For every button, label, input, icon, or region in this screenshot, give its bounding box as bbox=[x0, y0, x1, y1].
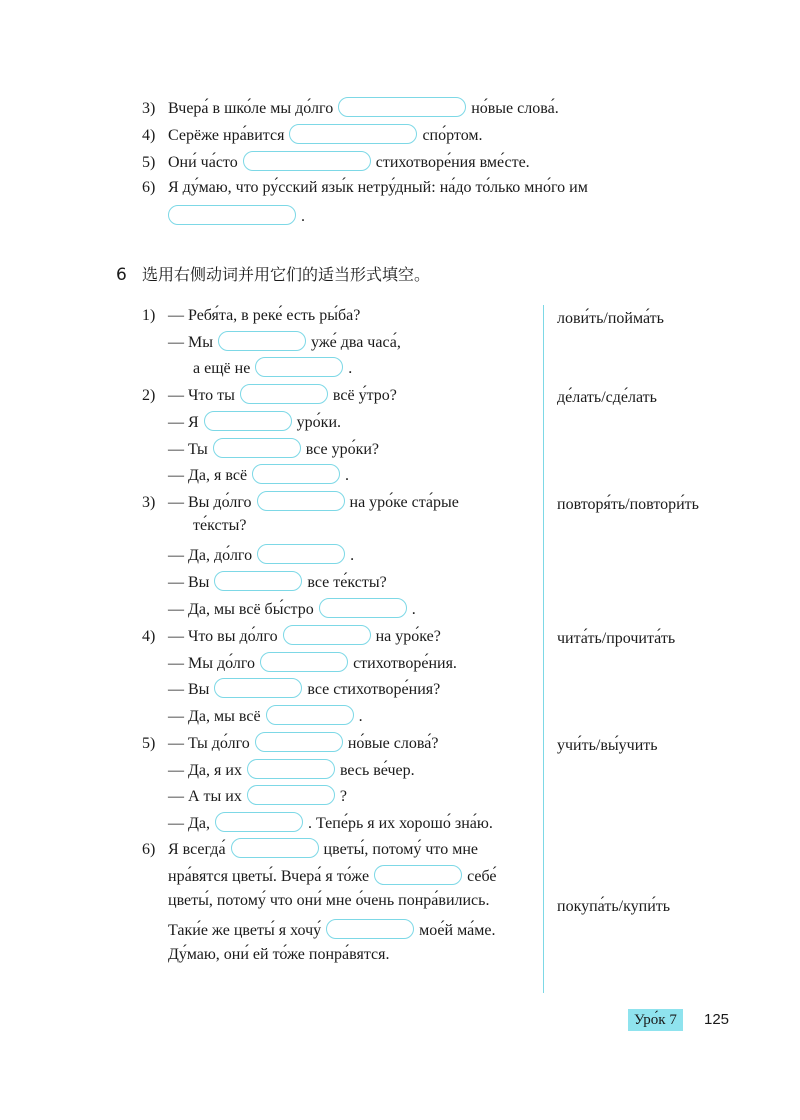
sentence-line: Вчера́ в шко́ле мы до́лго но́вые слова́. bbox=[168, 99, 559, 119]
dialogue-line: — Да, я всё . bbox=[168, 466, 349, 486]
item-number: 5) bbox=[142, 735, 156, 752]
answer-blank[interactable] bbox=[255, 732, 343, 752]
dialogue-line: — Мы до́лго стихотворе́ния. bbox=[168, 654, 457, 674]
verb-pair: учи́ть/вы́учить bbox=[557, 737, 658, 754]
answer-blank[interactable] bbox=[257, 544, 345, 564]
dialogue-line: — Мы уже́ два часа́, bbox=[168, 333, 401, 353]
sentence-line: Я ду́маю, что ру́сский язы́к нетру́дный: на́до то́лько мно́го им bbox=[168, 179, 588, 196]
dialogue-line: — А ты их ? bbox=[168, 787, 347, 807]
answer-blank[interactable] bbox=[260, 652, 348, 672]
answer-blank[interactable] bbox=[204, 411, 292, 431]
answer-blank[interactable] bbox=[168, 205, 296, 225]
dialogue-line: те́ксты? bbox=[193, 517, 247, 534]
answer-blank[interactable] bbox=[252, 464, 340, 484]
dialogue-line: — Да, мы всё . bbox=[168, 707, 363, 727]
item-number: 5) bbox=[142, 154, 156, 171]
column-divider bbox=[543, 305, 544, 993]
answer-blank[interactable] bbox=[338, 97, 466, 117]
dialogue-line: — Я уро́ки. bbox=[168, 413, 341, 433]
item-number: 4) bbox=[142, 628, 156, 645]
dialogue-line: — Ребя́та, в реке́ есть ры́ба? bbox=[168, 307, 361, 324]
lesson-label: Уро́к 7 bbox=[628, 1009, 683, 1031]
item-number: 1) bbox=[142, 307, 156, 324]
dialogue-line: — Что ты всё у́тро? bbox=[168, 386, 397, 406]
dialogue-line: — Вы все стихотворе́ния? bbox=[168, 680, 440, 700]
dialogue-line: — Да, я их весь ве́чер. bbox=[168, 761, 415, 781]
dialogue-line: — Да, до́лго . bbox=[168, 546, 354, 566]
answer-blank[interactable] bbox=[255, 357, 343, 377]
answer-blank[interactable] bbox=[289, 124, 417, 144]
task-heading bbox=[116, 264, 430, 286]
sentence-line: Они́ ча́сто стихотворе́ния вме́сте. bbox=[168, 153, 530, 173]
answer-blank[interactable] bbox=[247, 785, 335, 805]
answer-blank[interactable] bbox=[214, 571, 302, 591]
dialogue-line: — Вы все те́ксты? bbox=[168, 573, 387, 593]
answer-blank[interactable] bbox=[214, 678, 302, 698]
verb-pair: покупа́ть/купи́ть bbox=[557, 898, 671, 915]
task-number: 6 bbox=[116, 265, 127, 285]
item-number: 6) bbox=[142, 179, 156, 196]
task-instruction: 选用右侧动词并用它们的适当形式填空。 bbox=[142, 265, 431, 284]
text-line: Ду́маю, они́ ей то́же понра́вятся. bbox=[168, 946, 390, 963]
item-number: 6) bbox=[142, 841, 156, 858]
dialogue-line: — Да, . Тепе́рь я их хорошо́ зна́ю. bbox=[168, 814, 493, 834]
answer-blank[interactable] bbox=[247, 759, 335, 779]
answer-blank[interactable] bbox=[231, 838, 319, 858]
answer-blank[interactable] bbox=[319, 598, 407, 618]
answer-blank[interactable] bbox=[213, 438, 301, 458]
answer-blank[interactable] bbox=[243, 151, 371, 171]
answer-blank[interactable] bbox=[215, 812, 303, 832]
dialogue-line: — Ты до́лго но́вые слова́? bbox=[168, 734, 438, 754]
item-number: 2) bbox=[142, 387, 156, 404]
item-number: 3) bbox=[142, 100, 156, 117]
answer-blank[interactable] bbox=[266, 705, 354, 725]
answer-blank[interactable] bbox=[283, 625, 371, 645]
answer-blank[interactable] bbox=[240, 384, 328, 404]
item-number: 3) bbox=[142, 494, 156, 511]
item-number: 4) bbox=[142, 127, 156, 144]
dialogue-line: — Вы до́лго на уро́ке ста́рые bbox=[168, 493, 459, 513]
answer-blank[interactable] bbox=[257, 491, 345, 511]
text-line: цветы́, потому́ что они́ мне о́чень понра́вились. bbox=[168, 892, 490, 909]
verb-pair: лови́ть/пойма́ть bbox=[557, 310, 664, 327]
verb-pair: чита́ть/прочита́ть bbox=[557, 630, 676, 647]
answer-blank[interactable] bbox=[218, 331, 306, 351]
dialogue-line: — Ты все уро́ки? bbox=[168, 440, 379, 460]
verb-pair: де́лать/сде́лать bbox=[557, 389, 657, 406]
answer-blank[interactable] bbox=[374, 865, 462, 885]
text-line: нра́вятся цветы́. Вчера́ я то́же себе́ bbox=[168, 867, 497, 887]
dialogue-line: — Что вы до́лго на уро́ке? bbox=[168, 627, 441, 647]
dialogue-line: а ещё не . bbox=[193, 359, 352, 379]
sentence-line: . bbox=[163, 207, 305, 227]
sentence-line: Серёже нра́вится спо́ртом. bbox=[168, 126, 483, 146]
text-line: Я всегда́ цветы́, потому́ что мне bbox=[168, 840, 478, 860]
answer-blank[interactable] bbox=[326, 919, 414, 939]
page-number: 125 bbox=[704, 1011, 730, 1028]
text-line: Таки́е же цветы́ я хочу́ мое́й ма́ме. bbox=[168, 921, 495, 941]
verb-pair: повторя́ть/повтори́ть bbox=[557, 496, 699, 513]
dialogue-line: — Да, мы всё бы́стро . bbox=[168, 600, 416, 620]
